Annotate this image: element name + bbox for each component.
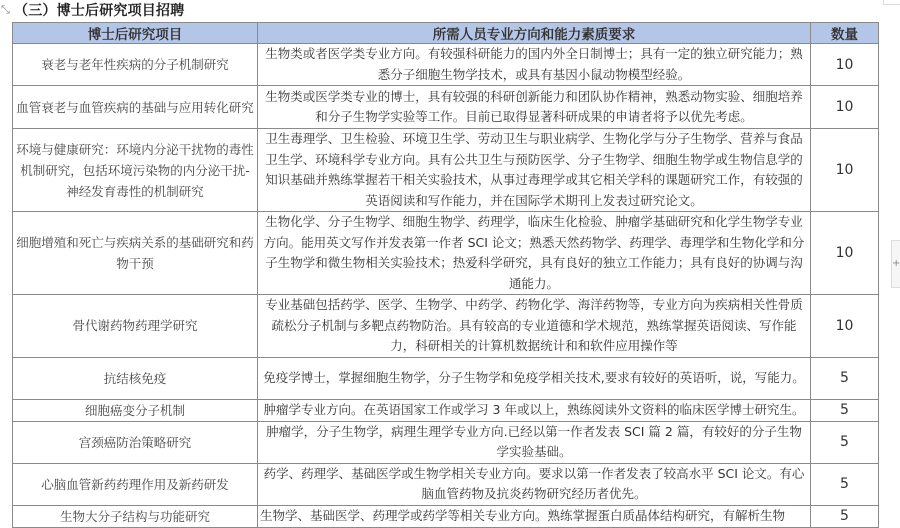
count-cell: 5 (811, 505, 879, 527)
project-cell: 抗结核免疫 (13, 357, 258, 399)
requirements-cell: 免疫学博士，掌握细胞生物学，分子生物学和免疫学相关技术,要求有较好的英语听，说，写能力。 (258, 357, 811, 399)
table-row (13, 357, 879, 399)
section-title: （三）博士后研究项目招聘 (14, 3, 185, 19)
requirements-cell: 生物类或医学类专业的博士，具有较强的科研创新能力和团队协作精神，熟悉动物实验、细胞培养和分子生物学实验等工作。目前已取得显著科研成果的申请者将予以优先考虑。 (258, 86, 811, 129)
table-row (13, 44, 879, 86)
header-count: 数量 (811, 23, 879, 44)
requirements-cell: 生物化学、分子生物学、细胞生物学、药理学，临床生化检验、肿瘤学基础研究和化学生物学专业方向。能用英文写作并发表第一作者 SCI 论文；熟悉天然药物学、药理学、毒理学和生物化学和分子生物学和微生物相关实验技术；热爱科学研究，具有良好的独立工作能力；具有良好的协调与沟通能力。 (258, 212, 811, 295)
project-cell: 生物大分子结构与功能研究 (13, 505, 258, 527)
move-anchor-icon[interactable]: ⤡ (1, 3, 10, 16)
table-row (13, 129, 879, 212)
requirements-cell: 生物类或者医学类专业方向。有较强科研能力的国内外全日制博士；具有一定的独立研究能力；熟悉分子细胞生物学技术，或具有基因小鼠动物模型经验。 (258, 44, 811, 86)
count-cell: 5 (811, 463, 879, 505)
project-cell: 细胞增殖和死亡与疾病关系的基础研究和药物干预 (13, 212, 258, 295)
table-row (13, 505, 879, 527)
project-cell: 细胞癌变分子机制 (13, 399, 258, 421)
table-row (13, 421, 879, 463)
table-row (13, 295, 879, 358)
requirements-cell: 卫生毒理学、卫生检验、环境卫生学、劳动卫生与职业病学、生物化学与分子生物学、营养与食品卫生学、环境科学专业方向。具有公共卫生与预防医学、分子生物学、细胞生物学或生物信息学的知识基础并熟练掌握若干相关实验技术，从事过毒理学或其它相关学科的课题研究工作，有较强的英语阅读和写作能力，并在国际学术期刊上发表过研究论文。 (258, 129, 811, 212)
count-cell: 10 (811, 212, 879, 295)
count-cell: 5 (811, 399, 879, 421)
table-row (13, 212, 879, 295)
requirements-cell: 肿瘤学专业方向。在英语国家工作或学习 3 年或以上，熟练阅读外文资料的临床医学博士研究生。 (258, 399, 811, 421)
project-cell: 血管衰老与血管疾病的基础与应用转化研究 (13, 86, 258, 129)
count-cell: 5 (811, 421, 879, 463)
expand-plus-icon[interactable]: + (891, 240, 900, 288)
table-row (13, 86, 879, 129)
count-cell: 5 (811, 357, 879, 399)
header-project: 博士后研究项目 (13, 23, 258, 44)
count-cell: 10 (811, 86, 879, 129)
header-requirements: 所需人员专业方向和能力素质要求 (258, 23, 811, 44)
project-cell: 心脑血管新药药理作用及新药研发 (13, 463, 258, 505)
frame-corner (883, 0, 900, 5)
count-cell: 10 (811, 295, 879, 358)
count-cell: 10 (811, 44, 879, 86)
project-cell: 宫颈癌防治策略研究 (13, 421, 258, 463)
project-cell: 环境与健康研究：环境内分泌干扰物的毒性机制研究，包括环境污染物的内分泌干扰-神经发育毒性的机制研究 (13, 129, 258, 212)
postdoc-recruitment-table (12, 22, 879, 528)
table-row (13, 399, 879, 421)
requirements-cell: 专业基础包括药学、医学、生物学、中药学、药物化学、海洋药物等，专业方向为疾病相关性骨质疏松分子机制与多靶点药物防治。具有较高的专业道德和学术规范，熟练掌握英语阅读、写作能力，科研相关的计算机数据统计和和软件应用操作等 (258, 295, 811, 358)
requirements-cell: 肿瘤学，分子生物学，病理生理学专业方向.已经以第一作者发表 SCI 篇 2 篇，有较好的分子生物学实验基础。 (258, 421, 811, 463)
table-row (13, 463, 879, 505)
requirements-cell: 药学、药理学、基础医学或生物学相关专业方向。要求以第一作者发表了较高水平 SCI 论文。有心脑血管药物及抗炎药物研究经历者优先。 (258, 463, 811, 505)
table-header-row (13, 23, 879, 44)
project-cell: 衰老与老年性疾病的分子机制研究 (13, 44, 258, 86)
project-cell: 骨代谢药物药理学研究 (13, 295, 258, 358)
requirements-cell: 生物学、基础医学、药理学或药学等相关专业方向。熟练掌握蛋白质晶体结构研究，有解析生物 (258, 505, 811, 527)
count-cell: 10 (811, 129, 879, 212)
